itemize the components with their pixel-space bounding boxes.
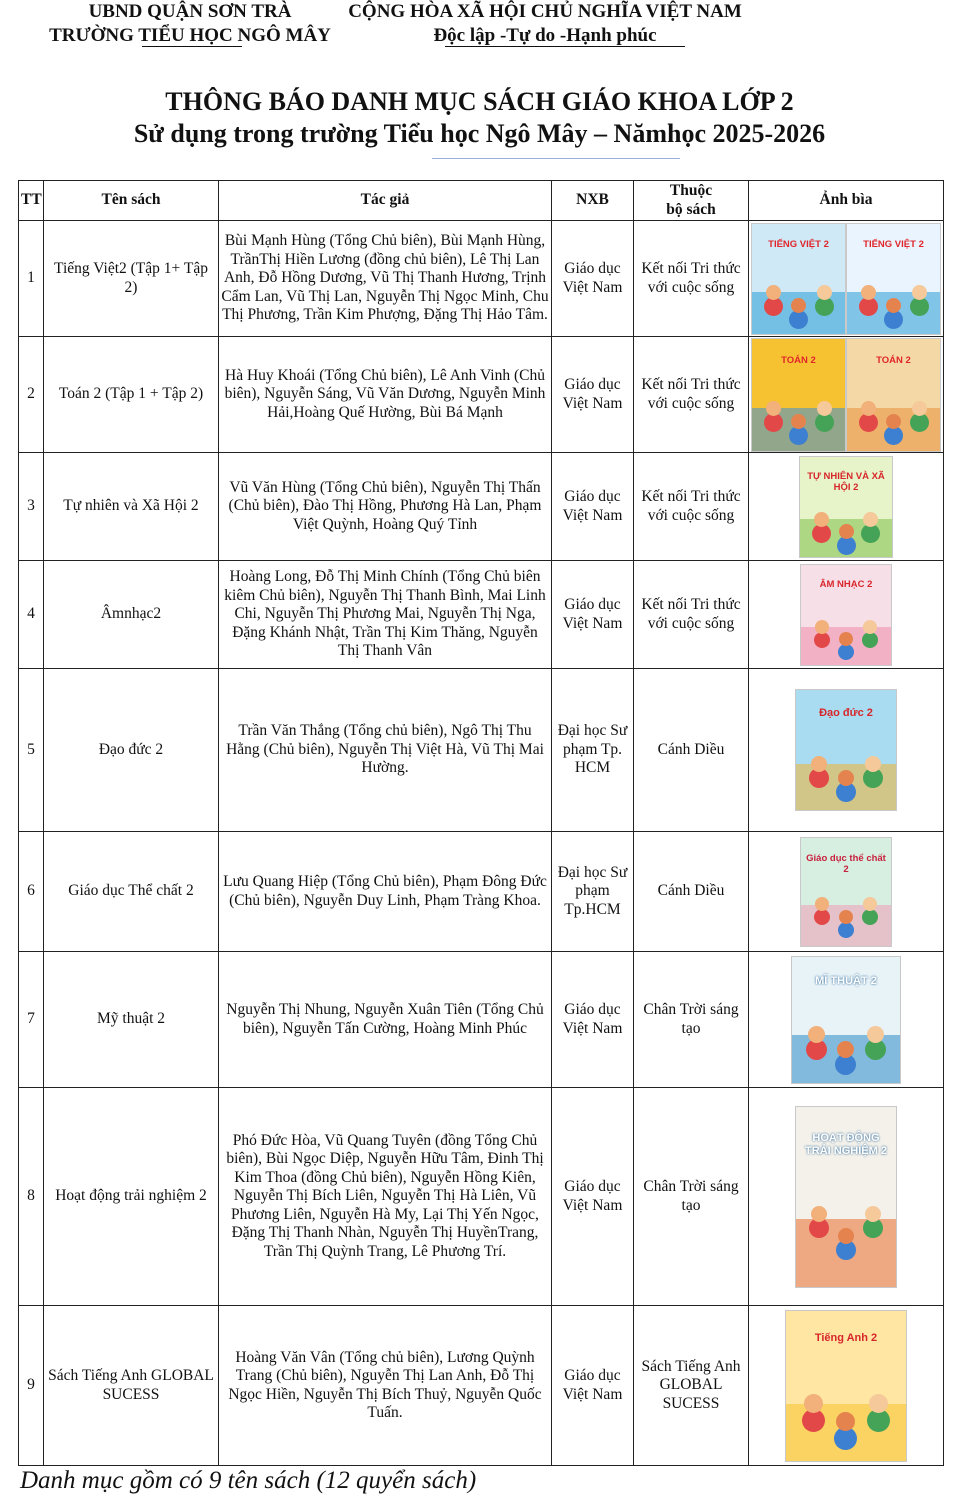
row-number: 7 bbox=[19, 952, 44, 1088]
table-row bbox=[19, 1088, 944, 1306]
book-cover-image bbox=[795, 1106, 897, 1288]
table-row bbox=[19, 221, 944, 337]
table-row bbox=[19, 952, 944, 1088]
cover-title: ÂM NHẠC 2 bbox=[819, 578, 873, 590]
cover-illustration-figure bbox=[865, 1206, 881, 1222]
header-series-line1: Thuộc bbox=[669, 182, 713, 199]
cover-title: TIẾNG VIỆT 2 bbox=[863, 238, 924, 250]
row-number: 3 bbox=[19, 453, 44, 561]
book-series: Chân Trời sáng tạo bbox=[634, 1088, 749, 1306]
cover-group bbox=[749, 223, 943, 335]
district-name: UBND QUẬN SƠN TRÀ bbox=[88, 1, 292, 22]
cover-illustration-figure bbox=[838, 1228, 854, 1244]
book-authors: Vũ Văn Hùng (Tổng Chủ biên), Nguyễn Thị Thấn (Chủ biên), Đào Thị Hồng, Phương Hà Lan, Phạm Việt Quỳnh, Hoàng Quý Tỉnh bbox=[219, 453, 552, 561]
cover-illustration-figure bbox=[865, 756, 881, 772]
book-publisher: Giáo dục Việt Nam bbox=[552, 453, 634, 561]
book-name: Sách Tiếng Anh GLOBAL SUCESS bbox=[44, 1306, 219, 1466]
book-name: Tiếng Việt2 (Tập 1+ Tập 2) bbox=[44, 221, 219, 337]
cover-illustration-figure bbox=[863, 897, 877, 911]
table-row bbox=[19, 669, 944, 832]
cover-illustration-figure bbox=[861, 285, 876, 300]
book-name: Đạo đức 2 bbox=[44, 669, 219, 832]
cover-illustration-figure bbox=[815, 620, 829, 634]
book-covers bbox=[749, 337, 944, 453]
book-covers bbox=[749, 669, 944, 832]
nation-name: CỘNG HÒA XÃ HỘI CHỦ NGHĨA VIỆT NAM bbox=[348, 1, 742, 22]
cover-illustration-figure bbox=[836, 1412, 855, 1431]
header-series-line2: bộ sách bbox=[666, 200, 716, 218]
cover-illustration-figure bbox=[912, 401, 927, 416]
book-name: Toán 2 (Tập 1 + Tập 2) bbox=[44, 337, 219, 453]
book-name: Giáo dục Thể chất 2 bbox=[44, 832, 219, 952]
nation-motto: Độc lập -Tự do -Hạnh phúc bbox=[433, 25, 657, 46]
table-row bbox=[19, 337, 944, 453]
cover-illustration-figure bbox=[838, 770, 854, 786]
book-cover-image bbox=[800, 564, 892, 666]
table-row bbox=[19, 832, 944, 952]
book-cover-image bbox=[800, 837, 892, 947]
book-series: Cánh Diều bbox=[634, 832, 749, 952]
book-name: Tự nhiên và Xã Hội 2 bbox=[44, 453, 219, 561]
book-authors: Bùi Mạnh Hùng (Tổng Chủ biên), Bùi Mạnh Hùng, TrầnThị Hiền Lương (đồng chủ biên), Lê Thị Lan Anh, Đỗ Hồng Dương, Vũ Thị Thanh Hương, Trịnh Cẩm Lan, Vũ Thị Lan, Nguyễn Thị Ngọc Minh, Chu Thị Phương, Trần Kim Phượng, Đặng Thị Hảo Tâm. bbox=[219, 221, 552, 337]
cover-illustration-figure bbox=[912, 285, 927, 300]
cover-illustration-figure bbox=[817, 401, 832, 416]
row-number: 6 bbox=[19, 832, 44, 952]
page-subtitle: Sử dụng trong trường Tiểu học Ngô Mây – Nămhọc 2025-2026 bbox=[133, 119, 826, 148]
cover-group bbox=[749, 837, 943, 947]
cover-illustration-figure bbox=[863, 620, 877, 634]
book-series: Cánh Diều bbox=[634, 669, 749, 832]
book-authors: Phó Đức Hòa, Vũ Quang Tuyên (đồng Tổng Chủ biên), Bùi Ngọc Diệp, Nguyễn Hữu Tâm, Đinh Thị Kim Thoa (đồng Chủ biên), Nguyễn Hồng Kiên, Nguyễn Thị Bích Liên, Nguyễn Thị Hà Liên, Vũ Phương Liên, Nguyễn Hà My, Lại Thị Yến Ngọc, Đặng Thị Thanh Nhàn, Nguyễn Thị HuyềnTrang, Trần Thị Quỳnh Trang, Lê Phương Trí. bbox=[219, 1088, 552, 1306]
book-publisher: Giáo dục Việt Nam bbox=[552, 561, 634, 669]
school-underline bbox=[142, 46, 242, 47]
cover-illustration-figure bbox=[804, 1394, 823, 1413]
book-cover-image bbox=[751, 223, 846, 335]
book-series: Kết nối Tri thức với cuộc sống bbox=[634, 221, 749, 337]
book-cover-image bbox=[795, 689, 897, 811]
cover-illustration-figure bbox=[814, 512, 829, 527]
table-row bbox=[19, 453, 944, 561]
cover-title: TIẾNG VIỆT 2 bbox=[768, 238, 829, 250]
school-name: TRƯỜNG TIỂU HỌC NGÔ MÂY bbox=[49, 25, 331, 46]
book-name: Hoạt động trải nghiệm 2 bbox=[44, 1088, 219, 1306]
title-divider bbox=[432, 158, 680, 159]
cover-illustration-figure bbox=[839, 910, 853, 924]
header-publisher: NXB bbox=[552, 181, 634, 221]
book-series: Sách Tiếng Anh GLOBAL SUCESS bbox=[634, 1306, 749, 1466]
book-covers bbox=[749, 952, 944, 1088]
book-publisher: Giáo dục Việt Nam bbox=[552, 337, 634, 453]
cover-illustration-figure bbox=[815, 897, 829, 911]
cover-title: TỰ NHIÊN VÀ XÃ HỘI 2 bbox=[807, 470, 885, 493]
header-series bbox=[634, 181, 749, 221]
book-covers bbox=[749, 561, 944, 669]
book-covers bbox=[749, 1306, 944, 1466]
cover-illustration-figure bbox=[886, 414, 901, 429]
book-covers bbox=[749, 832, 944, 952]
textbook-table bbox=[18, 180, 944, 1466]
nation-header bbox=[320, 0, 770, 48]
book-series: Kết nối Tri thức với cuộc sống bbox=[634, 561, 749, 669]
book-publisher: Giáo dục Việt Nam bbox=[552, 1088, 634, 1306]
cover-title: TOÁN 2 bbox=[781, 354, 816, 366]
cover-illustration-figure bbox=[861, 401, 876, 416]
page-title: THÔNG BÁO DANH MỤC SÁCH GIÁO KHOA LỚP 2 bbox=[165, 87, 794, 116]
row-number: 9 bbox=[19, 1306, 44, 1466]
cover-illustration-figure bbox=[863, 512, 878, 527]
book-covers bbox=[749, 1088, 944, 1306]
cover-title: Đạo đức 2 bbox=[819, 707, 873, 719]
cover-group bbox=[749, 956, 943, 1084]
cover-illustration-figure bbox=[791, 298, 806, 313]
row-number: 8 bbox=[19, 1088, 44, 1306]
book-cover-image bbox=[846, 223, 941, 335]
book-cover-image bbox=[846, 338, 941, 452]
cover-group bbox=[749, 1106, 943, 1288]
cover-illustration-figure bbox=[791, 414, 806, 429]
cover-illustration-figure bbox=[837, 1041, 854, 1058]
book-authors: Trần Văn Thắng (Tổng chủ biên), Ngô Thị Thu Hằng (Chủ biên), Nguyễn Thị Việt Hà, Vũ Thị Mai Hường. bbox=[219, 669, 552, 832]
header-tt: TT bbox=[19, 181, 44, 221]
row-number: 1 bbox=[19, 221, 44, 337]
cover-illustration-figure bbox=[766, 285, 781, 300]
cover-title: Tiếng Anh 2 bbox=[814, 1331, 878, 1344]
book-name: Âmnhạc2 bbox=[44, 561, 219, 669]
header-name: Tên sách bbox=[44, 181, 219, 221]
book-authors: Hoàng Văn Vân (Tổng chủ biên), Lương Quỳnh Trang (Chủ biên), Nguyễn Thị Lan Anh, Đỗ Thị Ngọc Hiền, Nguyễn Thị Bích Thuỷ, Nguyễn Quốc Tuấn. bbox=[219, 1306, 552, 1466]
table-header-row bbox=[19, 181, 944, 221]
cover-title: TOÁN 2 bbox=[876, 354, 911, 366]
book-covers bbox=[749, 221, 944, 337]
table-row bbox=[19, 561, 944, 669]
book-publisher: Đại học Sư phạm Tp.HCM bbox=[552, 832, 634, 952]
row-number: 2 bbox=[19, 337, 44, 453]
cover-illustration-figure bbox=[839, 632, 853, 646]
book-publisher: Giáo dục Việt Nam bbox=[552, 1306, 634, 1466]
book-series: Kết nối Tri thức với cuộc sống bbox=[634, 453, 749, 561]
cover-illustration-figure bbox=[808, 1026, 825, 1043]
footer-note: Danh mục gồm có 9 tên sách (12 quyển sách) bbox=[20, 1467, 477, 1494]
cover-illustration-figure bbox=[869, 1394, 888, 1413]
row-number: 4 bbox=[19, 561, 44, 669]
book-covers bbox=[749, 453, 944, 561]
book-series: Kết nối Tri thức với cuộc sống bbox=[634, 337, 749, 453]
header-cover: Ảnh bìa bbox=[749, 181, 944, 221]
cover-group bbox=[749, 564, 943, 666]
book-authors: Nguyễn Thị Nhung, Nguyễn Xuân Tiên (Tổng Chủ biên), Nguyễn Tấn Cường, Hoàng Minh Phúc bbox=[219, 952, 552, 1088]
row-number: 5 bbox=[19, 669, 44, 832]
cover-illustration-figure bbox=[867, 1026, 884, 1043]
book-authors: Hà Huy Khoái (Tổng Chủ biên), Lê Anh Vinh (Chủ biên), Nguyễn Sáng, Vũ Văn Dương, Nguyễn Minh Hải,Hoàng Quế Hường, Bùi Bá Mạnh bbox=[219, 337, 552, 453]
book-authors: Hoàng Long, Đỗ Thị Minh Chính (Tổng Chủ biên kiêm Chủ biên), Nguyễn Thị Thanh Bình, Mai Linh Chi, Nguyễn Thị Phương Mai, Nguyễn Thị Nga, Đặng Khánh Nhật, Trần Thị Kim Thăng, Nguyễn Thị Thanh Vân bbox=[219, 561, 552, 669]
cover-illustration-figure bbox=[886, 298, 901, 313]
book-publisher: Đại học Sư phạm Tp. HCM bbox=[552, 669, 634, 832]
motto-underline bbox=[445, 46, 685, 47]
cover-illustration-figure bbox=[811, 756, 827, 772]
book-name: Mỹ thuật 2 bbox=[44, 952, 219, 1088]
book-cover-image bbox=[785, 1310, 907, 1462]
header-author: Tác giả bbox=[219, 181, 552, 221]
cover-illustration-figure bbox=[817, 285, 832, 300]
book-cover-image bbox=[791, 956, 901, 1084]
book-series: Chân Trời sáng tạo bbox=[634, 952, 749, 1088]
school-header bbox=[20, 0, 360, 48]
book-publisher: Giáo dục Việt Nam bbox=[552, 221, 634, 337]
book-authors: Lưu Quang Hiệp (Tổng Chủ biên), Phạm Đông Đức (Chủ biên), Nguyễn Duy Linh, Phạm Tràng Khoa. bbox=[219, 832, 552, 952]
book-cover-image bbox=[799, 456, 893, 558]
book-cover-image bbox=[751, 338, 846, 452]
cover-illustration-figure bbox=[766, 401, 781, 416]
cover-illustration-figure bbox=[839, 524, 854, 539]
table-row bbox=[19, 1306, 944, 1466]
cover-title: MĨ THUẬT 2 bbox=[815, 974, 877, 987]
cover-title: HOẠT ĐỘNG TRẢI NGHIỆM 2 bbox=[805, 1131, 887, 1157]
cover-group bbox=[749, 456, 943, 558]
cover-illustration-figure bbox=[811, 1206, 827, 1222]
book-publisher: Giáo dục Việt Nam bbox=[552, 952, 634, 1088]
cover-title: Giáo dục thể chất 2 bbox=[806, 852, 886, 875]
cover-group bbox=[749, 1310, 943, 1462]
cover-group bbox=[749, 338, 943, 452]
cover-group bbox=[749, 689, 943, 811]
